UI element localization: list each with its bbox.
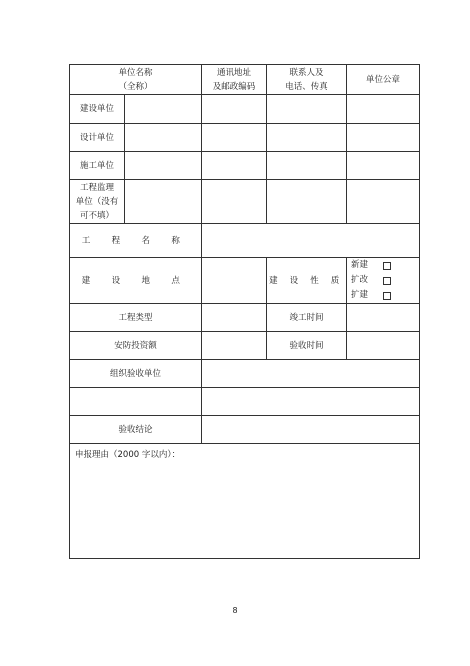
supervision-unit-row	[70, 180, 420, 224]
project-type-label: 工程类型	[70, 304, 202, 332]
construction-unit-name-field[interactable]	[125, 95, 202, 124]
checkbox-icon[interactable]	[383, 277, 391, 285]
design-unit-row	[70, 124, 420, 152]
supervision-unit-contact-field[interactable]	[267, 180, 347, 224]
project-name-field[interactable]	[202, 224, 420, 258]
contractor-unit-seal-field[interactable]	[347, 152, 420, 180]
construction-unit-seal-field[interactable]	[347, 95, 420, 124]
contractor-unit-contact-field[interactable]	[267, 152, 347, 180]
acceptance-time-label: 验收时间	[267, 332, 347, 360]
supervision-unit-name-field[interactable]	[125, 180, 202, 224]
supervision-unit-label	[70, 180, 125, 224]
conclusion-field[interactable]	[202, 416, 420, 444]
nature-option-expand[interactable]	[351, 288, 391, 303]
design-unit-contact-field[interactable]	[267, 124, 347, 152]
supervision-unit-seal-field[interactable]	[347, 180, 420, 224]
contractor-unit-label: 施工单位	[70, 152, 125, 180]
header-seal-label: 单位公章	[366, 74, 401, 85]
construction-unit-contact-field[interactable]	[267, 95, 347, 124]
design-unit-label: 设计单位	[70, 124, 125, 152]
org-unit-row	[70, 360, 420, 388]
blank-value-field[interactable]	[202, 388, 420, 416]
reason-field[interactable]	[70, 444, 420, 559]
header-unit-name	[70, 65, 202, 95]
nature-options	[347, 258, 420, 304]
site-nature-row	[70, 258, 420, 304]
blank-row	[70, 388, 420, 416]
site-label: 建 设 地 点	[70, 258, 202, 304]
design-unit-seal-field[interactable]	[347, 124, 420, 152]
completion-time-label: 竣工时间	[267, 304, 347, 332]
nature-option-new-label: 新建	[351, 260, 369, 270]
type-completion-row	[70, 304, 420, 332]
header-row	[70, 65, 420, 95]
acceptance-application-form	[69, 64, 420, 559]
contractor-unit-row	[70, 152, 420, 180]
conclusion-row	[70, 416, 420, 444]
header-address-sub: 及邮政编码	[212, 81, 256, 92]
investment-acceptance-row	[70, 332, 420, 360]
investment-field[interactable]	[202, 332, 267, 360]
reason-row	[70, 444, 420, 559]
nature-option-renovate-label: 扩改	[351, 275, 369, 285]
investment-label: 安防投资额	[70, 332, 202, 360]
supervision-unit-label-line3: 可不填）	[79, 210, 114, 221]
construction-unit-label: 建设单位	[70, 95, 125, 124]
org-unit-field[interactable]	[202, 360, 420, 388]
acceptance-time-field[interactable]	[347, 332, 420, 360]
checkbox-icon[interactable]	[383, 262, 391, 270]
nature-option-new[interactable]	[351, 258, 391, 273]
header-unit-name-note: （全称）	[118, 81, 153, 92]
org-unit-label: 组织验收单位	[70, 360, 202, 388]
supervision-unit-label-line2: 单位（没有	[75, 196, 119, 207]
contractor-unit-name-field[interactable]	[125, 152, 202, 180]
header-unit-name-label: 单位名称	[118, 67, 153, 78]
completion-time-field[interactable]	[347, 304, 420, 332]
checkbox-icon[interactable]	[383, 292, 391, 300]
conclusion-label: 验收结论	[70, 416, 202, 444]
header-address-label: 通讯地址	[217, 67, 252, 78]
header-contact-sub: 电话、传真	[285, 81, 328, 92]
nature-label: 建 设 性 质	[267, 258, 347, 304]
header-contact	[267, 65, 347, 95]
site-field[interactable]	[202, 258, 267, 304]
supervision-unit-address-field[interactable]	[202, 180, 267, 224]
project-name-label: 工 程 名 称	[70, 224, 202, 258]
design-unit-name-field[interactable]	[125, 124, 202, 152]
construction-unit-address-field[interactable]	[202, 95, 267, 124]
blank-label-cell	[70, 388, 202, 416]
project-name-row	[70, 224, 420, 258]
nature-option-renovate[interactable]	[351, 273, 391, 288]
project-type-field[interactable]	[202, 304, 267, 332]
construction-unit-row	[70, 95, 420, 124]
header-address	[202, 65, 267, 95]
design-unit-address-field[interactable]	[202, 124, 267, 152]
supervision-unit-label-line1: 工程监理	[79, 182, 114, 193]
contractor-unit-address-field[interactable]	[202, 152, 267, 180]
page-number: 8	[232, 606, 238, 615]
reason-label: 申报理由（2000 字以内）：	[75, 450, 181, 460]
header-contact-label: 联系人及	[289, 67, 324, 78]
nature-option-expand-label: 扩建	[351, 290, 369, 300]
header-seal	[347, 65, 420, 95]
